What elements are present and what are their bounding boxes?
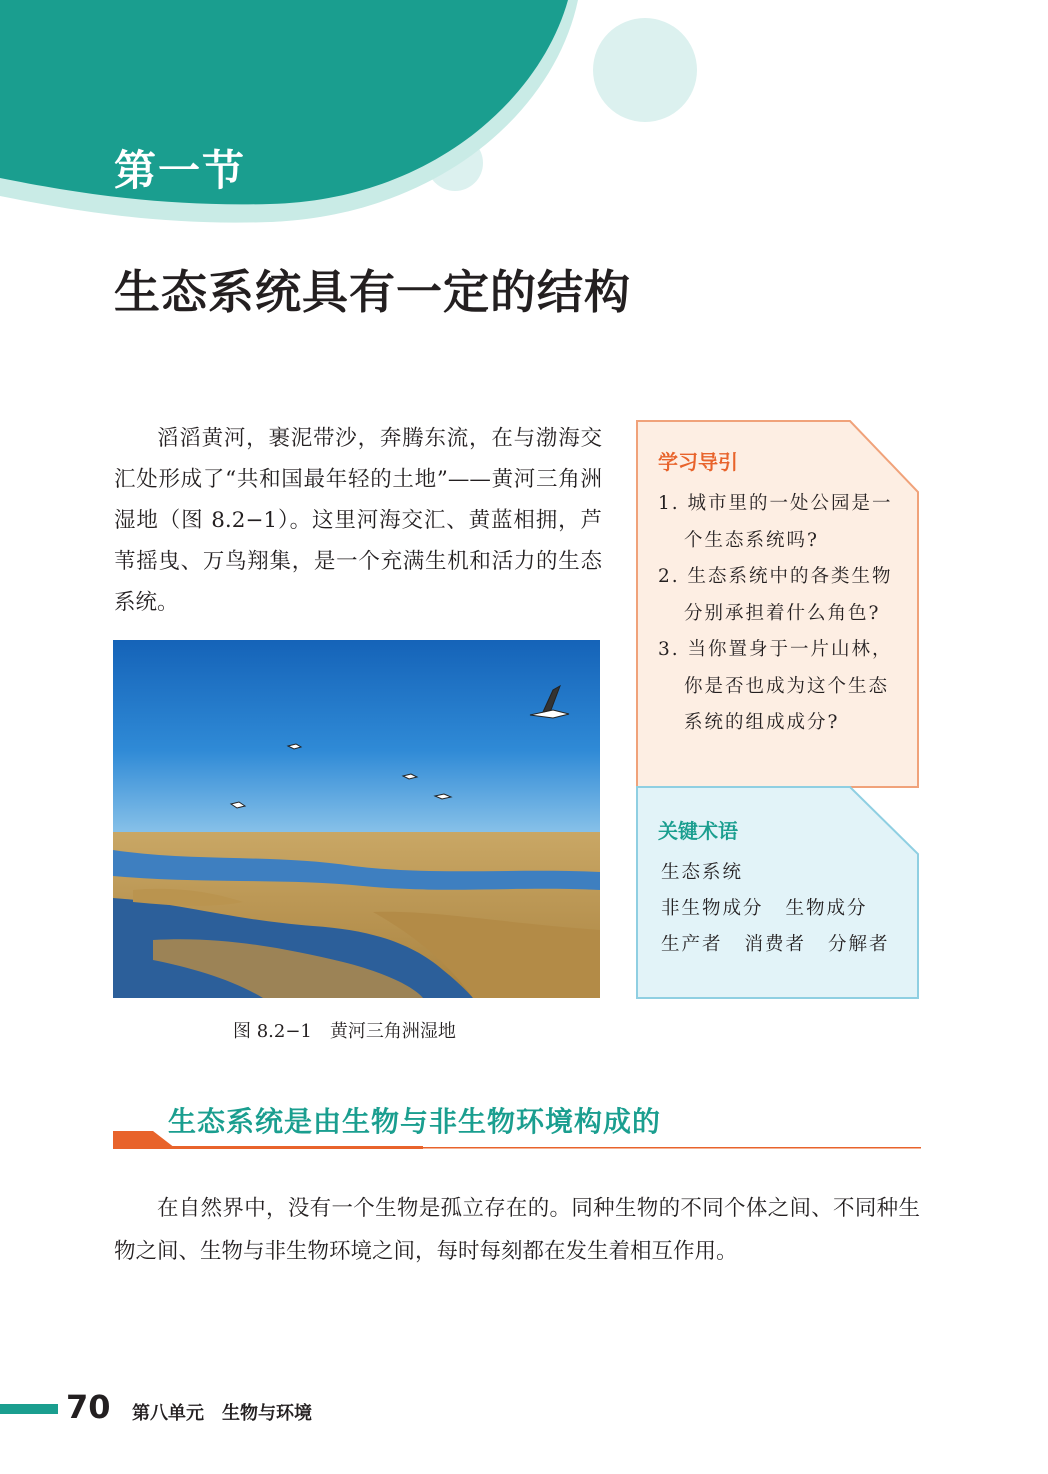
key-term: 非生物成分 <box>661 898 764 919</box>
study-guide-question: 3. 当你置身于一片山林，你是否也成为这个生态系统的组成成分? <box>658 639 893 733</box>
key-term: 生物成分 <box>785 898 868 919</box>
key-terms-heading: 关键术语 <box>658 819 738 843</box>
unit-number: 第八单元 <box>132 1403 204 1424</box>
section-heading: 生态系统是由生物与非生物环境构成的 <box>168 1105 662 1138</box>
study-guide-list <box>658 486 908 742</box>
key-term: 分解者 <box>828 934 890 955</box>
key-terms-list <box>661 855 911 963</box>
key-term: 生产者 <box>661 934 723 955</box>
wetland-photo <box>113 640 600 998</box>
section-number: 第一节 <box>114 146 247 195</box>
study-guide-question: 2. 生态系统中的各类生物分别承担着什么角色? <box>658 566 893 624</box>
key-terms-row <box>661 927 911 963</box>
study-guide-heading: 学习导引 <box>658 450 738 474</box>
study-guide-question: 1. 城市里的一处公园是一个生态系统吗? <box>658 493 893 551</box>
figure-caption <box>233 1017 456 1043</box>
key-terms-row <box>661 891 911 927</box>
lesson-title: 生态系统具有一定的结构 <box>114 265 631 319</box>
section-paragraph: 在自然界中，没有一个生物是孤立存在的。同种生物的不同个体之间、不同种生物之间、生物与非生物环境之间，每时每刻都在发生着相互作用。 <box>114 1196 920 1264</box>
section-heading-underline <box>113 1128 921 1152</box>
key-terms-row <box>661 855 911 891</box>
footer-accent-bar <box>0 1404 58 1414</box>
intro-paragraph: 滔滔黄河，裹泥带沙，奔腾东流，在与渤海交汇处形成了“共和国最年轻的土地”——黄河三角洲湿地（图 8.2−1）。这里河海交汇、黄蓝相拥，芦苇摇曳、万鸟翔集，是一个充满生机和活力的生态系统。 <box>114 426 602 615</box>
figure-number: 图 8.2−1 <box>233 1021 312 1042</box>
unit-label <box>132 1399 312 1425</box>
unit-title: 生物与环境 <box>222 1403 312 1424</box>
figure-title: 黄河三角洲湿地 <box>329 1021 456 1042</box>
page-number: 70 <box>66 1388 111 1426</box>
key-term: 生态系统 <box>661 862 744 883</box>
header-decoration <box>0 0 1048 260</box>
key-term: 消费者 <box>744 934 807 955</box>
